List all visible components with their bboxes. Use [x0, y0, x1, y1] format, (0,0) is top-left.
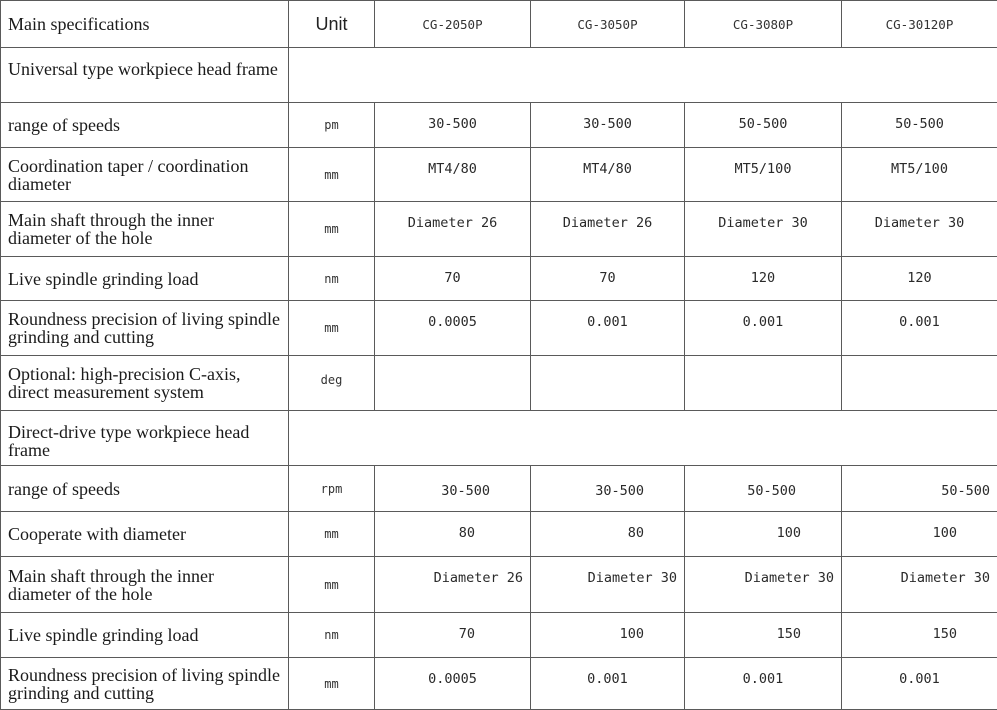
spec-label: Live spindle grinding load: [1, 257, 289, 301]
spec-value: Diameter 26: [375, 202, 531, 257]
spec-value: [375, 356, 531, 411]
model-header: CG-3080P: [685, 1, 842, 48]
spec-label: range of speeds: [1, 103, 289, 148]
spec-value: 50-500: [685, 103, 842, 148]
spec-value: 100: [685, 512, 842, 557]
table-row: [1, 466, 997, 512]
model-header: CG-3050P: [531, 1, 685, 48]
spec-value: 50-500: [842, 103, 997, 148]
table-row: [1, 613, 997, 658]
spec-label: Roundness precision of living spindle grinding and cutting: [1, 301, 289, 356]
spec-value: 0.001: [531, 301, 685, 356]
spec-label: Main shaft through the inner diameter of the hole: [1, 202, 289, 257]
spec-value: 70: [375, 613, 531, 658]
spec-unit: rpm: [289, 466, 375, 512]
table-row: [1, 512, 997, 557]
spec-value: 120: [685, 257, 842, 301]
spec-value: 0.0005: [375, 658, 531, 710]
spec-value: Diameter 30: [531, 557, 685, 613]
spec-value: 30-500: [375, 103, 531, 148]
section-title-row: [1, 48, 997, 103]
spec-unit: mm: [289, 148, 375, 202]
spec-value: MT5/100: [685, 148, 842, 202]
spec-value: 0.001: [685, 301, 842, 356]
spec-value: 0.001: [842, 658, 997, 710]
spec-label: Coordination taper / coordination diameter: [1, 148, 289, 202]
spec-value: 100: [531, 613, 685, 658]
spec-unit: mm: [289, 512, 375, 557]
spec-unit: pm: [289, 103, 375, 148]
spec-value: 150: [685, 613, 842, 658]
table-row: [1, 202, 997, 257]
model-header: CG-2050P: [375, 1, 531, 48]
spec-value: 70: [375, 257, 531, 301]
spec-value: 120: [842, 257, 997, 301]
table-row: [1, 557, 997, 613]
table-row: [1, 658, 997, 710]
spec-value: Diameter 30: [842, 202, 997, 257]
spec-value: 30-500: [375, 466, 531, 512]
spec-value: Diameter 26: [375, 557, 531, 613]
spec-value: [531, 356, 685, 411]
section-title-row: [1, 411, 997, 466]
spec-value: Diameter 30: [842, 557, 997, 613]
spec-value: MT5/100: [842, 148, 997, 202]
section-title: Universal type workpiece head frame: [1, 48, 289, 103]
spec-unit: deg: [289, 356, 375, 411]
spec-value: 150: [842, 613, 997, 658]
table-row: [1, 356, 997, 411]
spec-value: [842, 356, 997, 411]
spec-value: 80: [375, 512, 531, 557]
unit-header: Unit: [289, 1, 375, 48]
spec-value: MT4/80: [375, 148, 531, 202]
spec-value: 50-500: [685, 466, 842, 512]
spec-value: 0.001: [685, 658, 842, 710]
header-row: [1, 1, 997, 48]
spec-label: Cooperate with diameter: [1, 512, 289, 557]
spec-unit: nm: [289, 257, 375, 301]
spec-value: Diameter 30: [685, 202, 842, 257]
spec-value: 0.0005: [375, 301, 531, 356]
spec-label: Main shaft through the inner diameter of the hole: [1, 557, 289, 613]
spec-value: MT4/80: [531, 148, 685, 202]
spec-value: Diameter 30: [685, 557, 842, 613]
section-blank-cell: [289, 48, 997, 103]
spec-value: 50-500: [842, 466, 997, 512]
spec-unit: nm: [289, 613, 375, 658]
main-specifications-header: Main specifications: [1, 1, 289, 48]
table-row: [1, 148, 997, 202]
spec-unit: mm: [289, 658, 375, 710]
spec-value: 30-500: [531, 103, 685, 148]
spec-unit: mm: [289, 301, 375, 356]
spec-value: 70: [531, 257, 685, 301]
spec-value: 100: [842, 512, 997, 557]
table-row: [1, 103, 997, 148]
section-blank-cell: [289, 411, 997, 466]
spec-label: Roundness precision of living spindle grinding and cutting: [1, 658, 289, 710]
spec-value: 80: [531, 512, 685, 557]
spec-value: Diameter 26: [531, 202, 685, 257]
table-row: [1, 301, 997, 356]
spec-value: 0.001: [531, 658, 685, 710]
spec-value: 30-500: [531, 466, 685, 512]
spec-label: Live spindle grinding load: [1, 613, 289, 658]
table-row: [1, 257, 997, 301]
spec-label: range of speeds: [1, 466, 289, 512]
model-header: CG-30120P: [842, 1, 997, 48]
spec-value: 0.001: [842, 301, 997, 356]
spec-label: Optional: high-precision C-axis, direct measurement system: [1, 356, 289, 411]
spec-unit: mm: [289, 202, 375, 257]
section-title: Direct-drive type workpiece head frame: [1, 411, 289, 466]
spec-unit: mm: [289, 557, 375, 613]
spec-value: [685, 356, 842, 411]
